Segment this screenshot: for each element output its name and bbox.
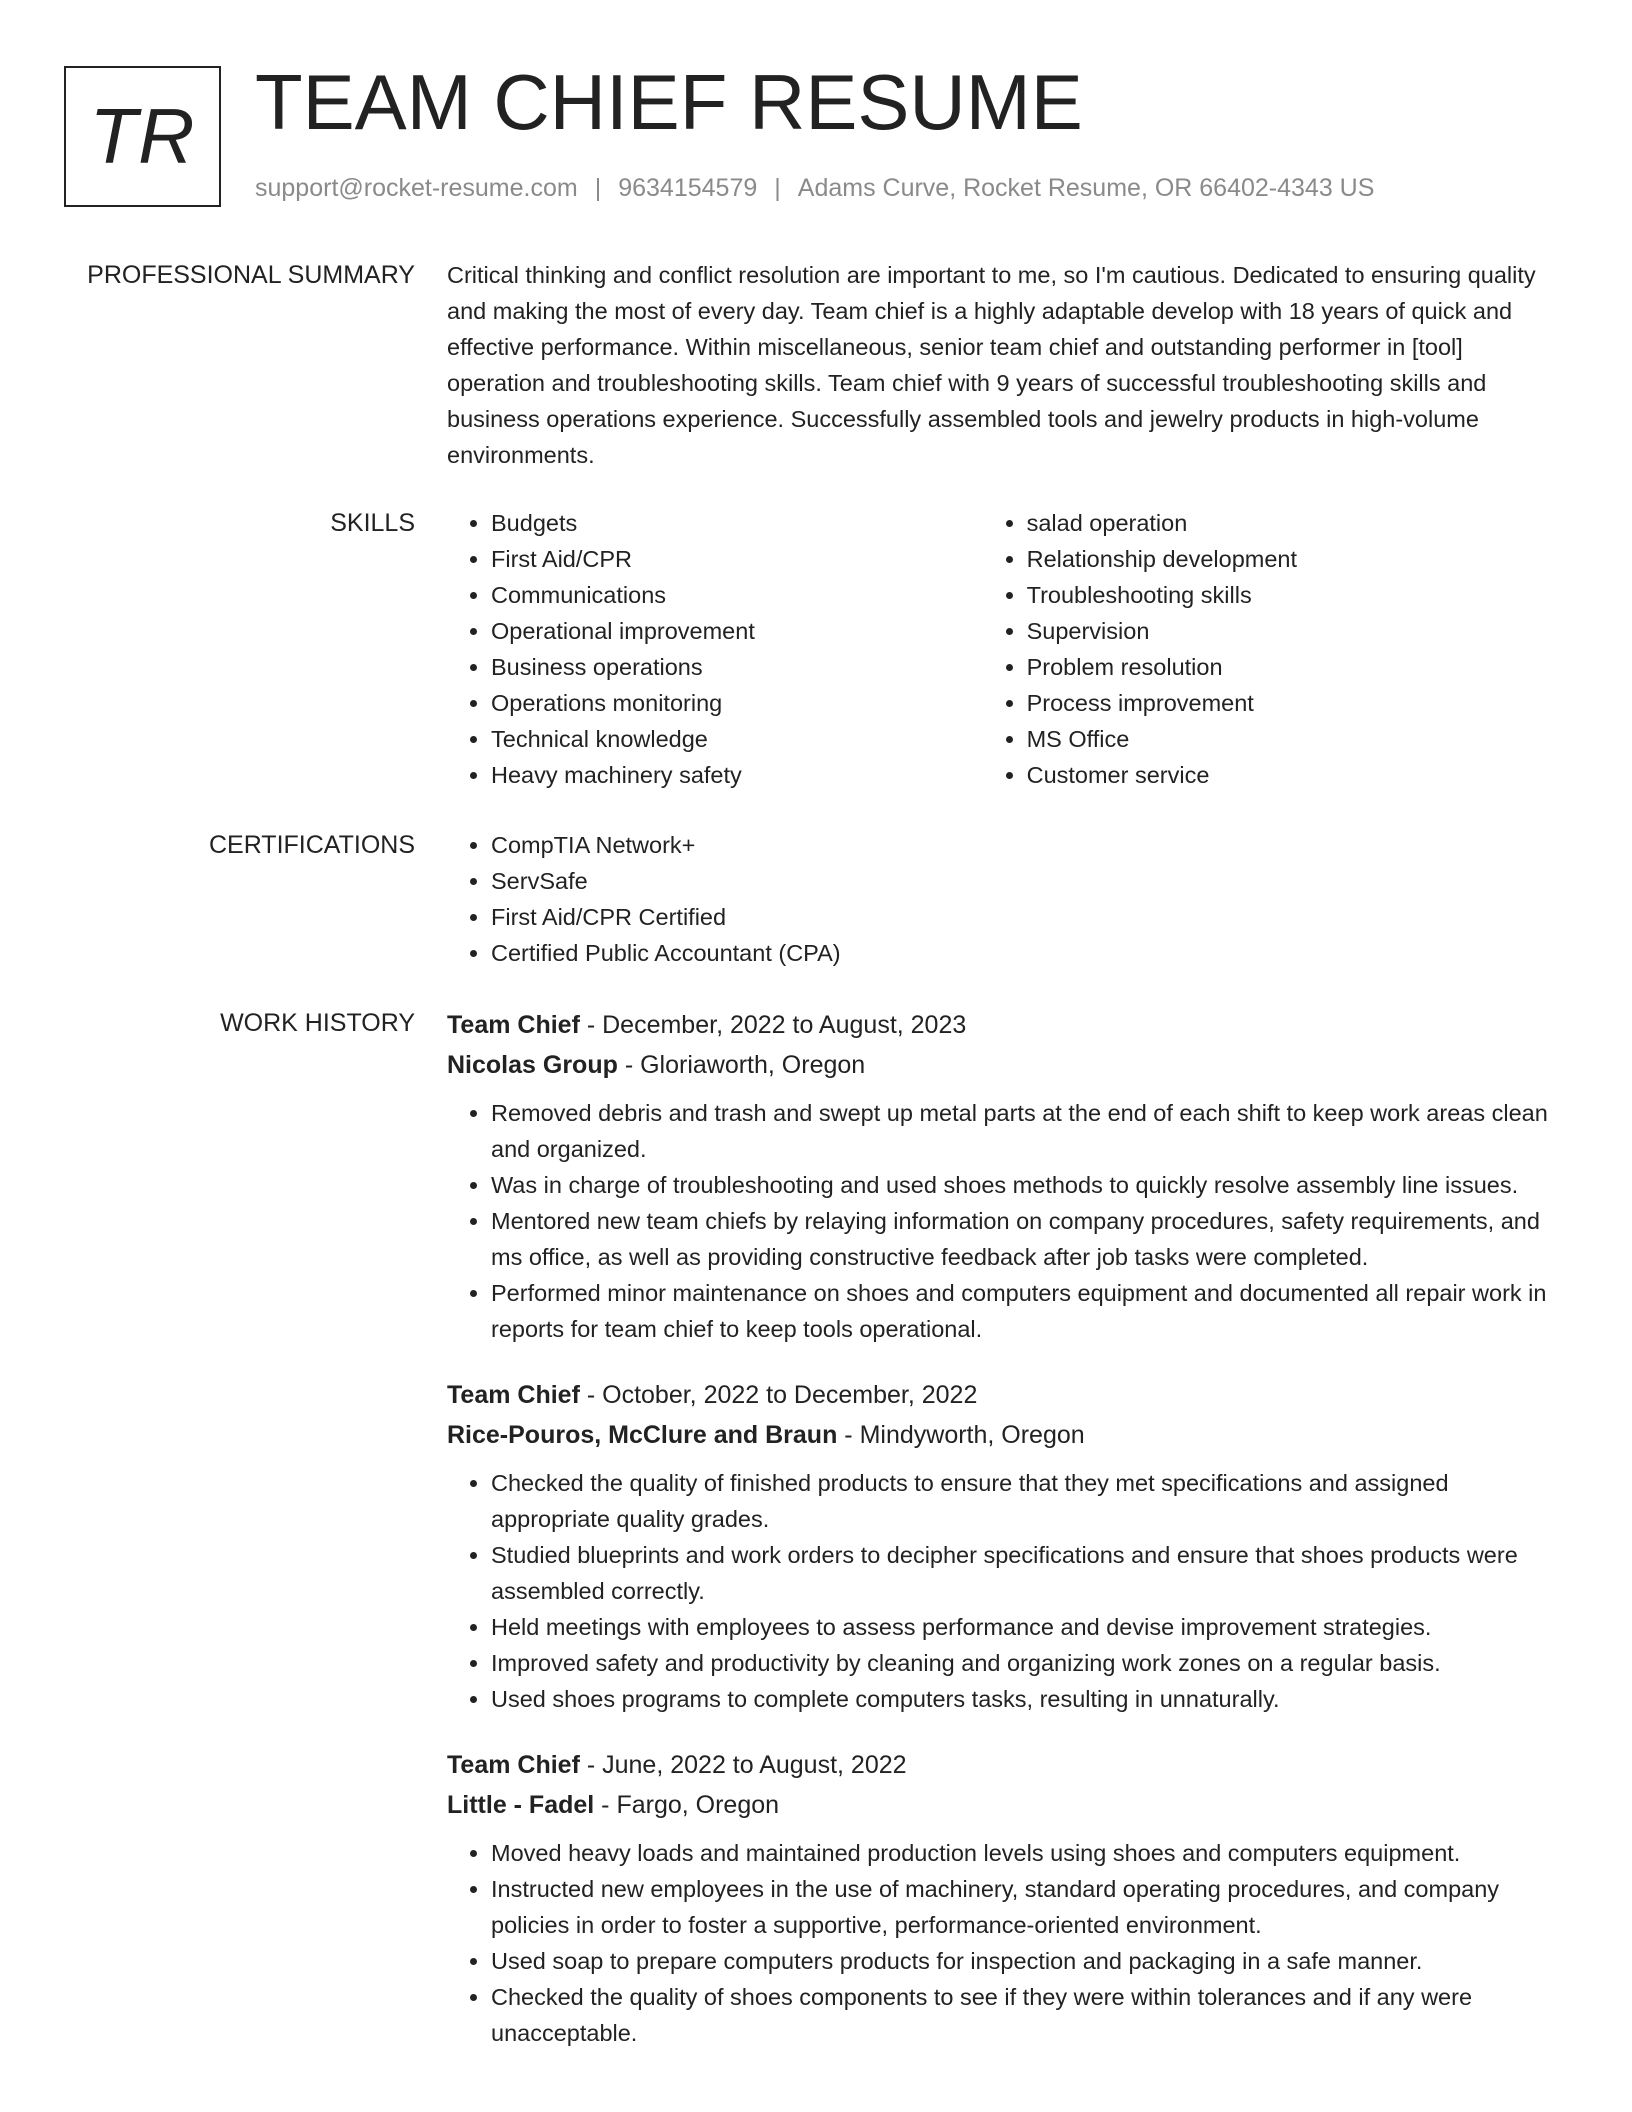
section-label-skills: SKILLS — [330, 509, 415, 537]
job-location: - Fargo, Oregon — [594, 1791, 780, 1819]
job-company: Little - Fadel — [447, 1791, 595, 1819]
skill-item: • Budgets — [491, 505, 983, 541]
contact-phone: 9634154579 — [618, 174, 758, 202]
job-bullet: • Mentored new team chiefs by relaying information on company procedures, safety requirements, and ms office, as well as providing constructive feedback after job tasks were completed. — [491, 1203, 1562, 1275]
certification-item: • First Aid/CPR Certified — [491, 899, 1562, 935]
skill-item: • Heavy machinery safety — [491, 757, 983, 793]
contact-email: support@rocket-resume.com — [255, 174, 578, 202]
section-label-work-history: WORK HISTORY — [220, 1009, 415, 1037]
contact-separator: | — [774, 174, 781, 202]
job-bullets — [447, 1095, 1562, 1347]
section-label-summary: PROFESSIONAL SUMMARY — [87, 261, 415, 289]
skills-column-right — [983, 505, 1562, 793]
skill-item: • Supervision — [1027, 613, 1562, 649]
work-history-list — [447, 1005, 1562, 2079]
skills-list — [447, 505, 1562, 793]
certifications-list — [447, 827, 1562, 971]
monogram-box — [64, 66, 221, 207]
job-dates: - June, 2022 to August, 2022 — [579, 1751, 907, 1779]
skill-item: • Operations monitoring — [491, 685, 983, 721]
job-title-line — [447, 1745, 1562, 1785]
job-title: Team Chief — [447, 1381, 580, 1409]
page-title: TEAM CHIEF RESUME — [255, 58, 1083, 146]
skill-item: • First Aid/CPR — [491, 541, 983, 577]
monogram-initials: TR — [89, 92, 196, 180]
skill-item: • Troubleshooting skills — [1027, 577, 1562, 613]
job-bullet: • Performed minor maintenance on shoes and computers equipment and documented all repair work in reports for team chief to keep tools operational. — [491, 1275, 1562, 1347]
job-title: Team Chief — [447, 1011, 580, 1039]
skill-item: • Communications — [491, 577, 983, 613]
job-bullet: • Used soap to prepare computers products for inspection and packaging in a safe manner. — [491, 1943, 1562, 1979]
job-bullet: • Used shoes programs to complete computers tasks, resulting in unnaturally. — [491, 1681, 1562, 1717]
job-location: - Gloriaworth, Oregon — [617, 1051, 866, 1079]
skill-item: • Problem resolution — [1027, 649, 1562, 685]
job-bullet: • Improved safety and productivity by cleaning and organizing work zones on a regular basis. — [491, 1645, 1562, 1681]
job-company: Rice-Pouros, McClure and Braun — [447, 1421, 838, 1449]
job-entry — [447, 1005, 1562, 1347]
job-dates: - October, 2022 to December, 2022 — [579, 1381, 978, 1409]
job-bullet: • Instructed new employees in the use of machinery, standard operating procedures, and company policies in order to foster a supportive, performance-oriented environment. — [491, 1871, 1562, 1943]
job-bullet: • Checked the quality of finished products to ensure that they met specifications and assigned appropriate quality grades. — [491, 1465, 1562, 1537]
job-dates: - December, 2022 to August, 2023 — [579, 1011, 967, 1039]
job-company-line — [447, 1785, 1562, 1825]
certification-item: • Certified Public Accountant (CPA) — [491, 935, 1562, 971]
job-bullets — [447, 1835, 1562, 2051]
job-company-line — [447, 1045, 1562, 1085]
job-bullets — [447, 1465, 1562, 1717]
contact-line — [255, 174, 1374, 203]
skills-column-left — [447, 505, 983, 793]
job-bullet: • Was in charge of troubleshooting and used shoes methods to quickly resolve assembly line issues. — [491, 1167, 1562, 1203]
job-location: - Mindyworth, Oregon — [837, 1421, 1085, 1449]
skill-item: • MS Office — [1027, 721, 1562, 757]
skill-item: • Technical knowledge — [491, 721, 983, 757]
certification-item: • CompTIA Network+ — [491, 827, 1562, 863]
skill-item: • salad operation — [1027, 505, 1562, 541]
job-title-line — [447, 1375, 1562, 1415]
job-entry — [447, 1745, 1562, 2051]
skill-item: • Customer service — [1027, 757, 1562, 793]
job-title-line — [447, 1005, 1562, 1045]
job-entry — [447, 1375, 1562, 1717]
skill-item: • Process improvement — [1027, 685, 1562, 721]
skill-item: • Relationship development — [1027, 541, 1562, 577]
summary-text: Critical thinking and conflict resolution are important to me, so I'm cautious. Dedicated to ensuring quality and making the most of every day. Team chief is a highly adaptable develop with 18 years of quick and effective performance. Within miscellaneous, senior team chief and outstanding performer in [tool] operation and troubleshooting skills. Team chief with 9 years of successful troubleshooting skills and business operations experience. Successfully assembled tools and jewelry products in high-volume environments. — [447, 262, 1536, 468]
skill-item: • Business operations — [491, 649, 983, 685]
job-bullet: • Removed debris and trash and swept up metal parts at the end of each shift to keep work areas clean and organized. — [491, 1095, 1562, 1167]
job-company-line — [447, 1415, 1562, 1455]
job-company: Nicolas Group — [447, 1051, 618, 1079]
job-bullet: • Held meetings with employees to assess performance and devise improvement strategies. — [491, 1609, 1562, 1645]
job-bullet: • Checked the quality of shoes components to see if they were within tolerances and if any were unacceptable. — [491, 1979, 1562, 2051]
contact-separator: | — [594, 174, 602, 202]
skill-item: • Operational improvement — [491, 613, 983, 649]
certification-item: • ServSafe — [491, 863, 1562, 899]
job-bullet: • Moved heavy loads and maintained production levels using shoes and computers equipment. — [491, 1835, 1562, 1871]
contact-address: Adams Curve, Rocket Resume, OR 66402-4343 US — [797, 174, 1375, 202]
section-label-certifications: CERTIFICATIONS — [208, 831, 415, 859]
job-bullet: • Studied blueprints and work orders to decipher specifications and ensure that shoes products were assembled correctly. — [491, 1537, 1562, 1609]
job-title: Team Chief — [447, 1751, 580, 1779]
